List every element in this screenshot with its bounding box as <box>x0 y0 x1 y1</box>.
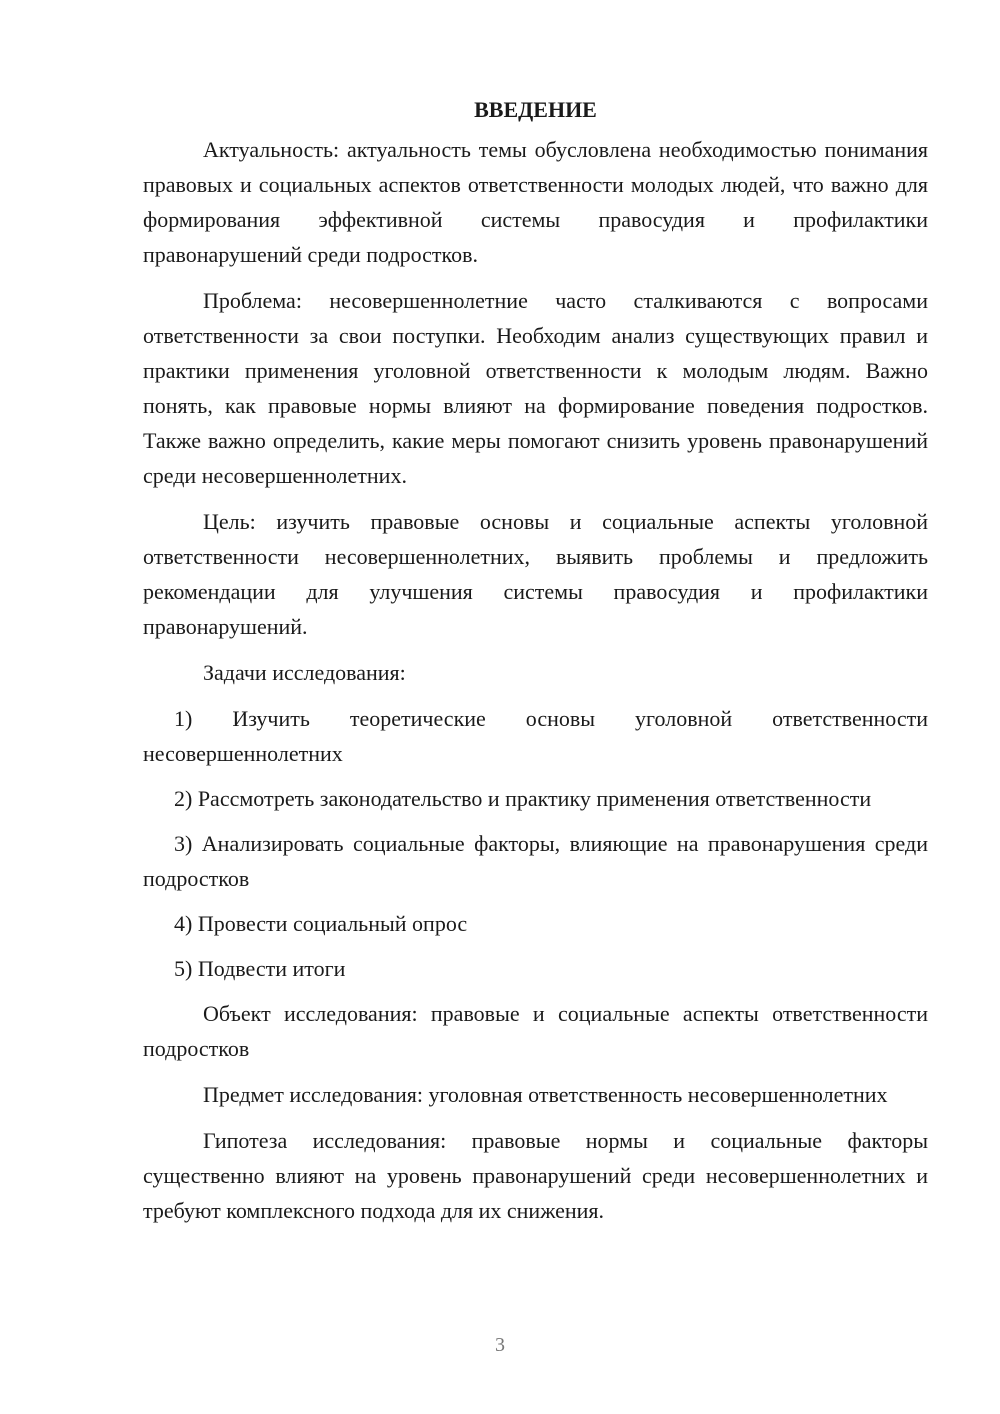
task-item-1: 1) Изучить теоретические основы уголовной ответственности несовершеннолетних <box>143 706 928 766</box>
paragraph-tasks-intro: Задачи исследования: <box>203 660 406 685</box>
document-page <box>143 92 928 1239</box>
paragraph-problem: Проблема: несовершеннолетние часто сталкиваются с вопросами ответственности за свои поступки. Необходим анализ существующих правил и практики применения уголовной ответственности к молодым людям. Важно понять, как правовые нормы влияют на формирование поведения подростков. Также важно определить, какие меры помогают снизить уровень правонарушений среди несовершеннолетних. <box>143 288 928 488</box>
section-heading: ВВЕДЕНИЕ <box>474 97 597 122</box>
paragraph-goal: Цель: изучить правовые основы и социальные аспекты уголовной ответственности несовершеннолетних, выявить проблемы и предложить рекомендации для улучшения системы правосудия и профилактики правонарушений. <box>143 509 928 639</box>
paragraph-hypothesis: Гипотеза исследования: правовые нормы и социальные факторы существенно влияют на уровень правонарушений среди несовершеннолетних и требуют комплексного подхода для их снижения. <box>143 1128 928 1223</box>
task-item-5: 5) Подвести итоги <box>174 956 346 981</box>
paragraph-relevance: Актуальность: актуальность темы обусловлена необходимостью понимания правовых и социальных аспектов ответственности молодых людей, что важно для формирования эффективной системы правосудия и профилактики правонарушений среди подростков. <box>143 137 928 267</box>
paragraph-object: Объект исследования: правовые и социальные аспекты ответственности подростков <box>143 1001 928 1061</box>
page-number: 3 <box>495 1334 505 1356</box>
task-item-3: 3) Анализировать социальные факторы, влияющие на правонарушения среди подростков <box>143 831 928 891</box>
paragraph-subject: Предмет исследования: уголовная ответственность несовершеннолетних <box>203 1082 888 1107</box>
task-item-4: 4) Провести социальный опрос <box>174 911 468 936</box>
task-item-2: 2) Рассмотреть законодательство и практику применения ответственности <box>174 786 872 811</box>
